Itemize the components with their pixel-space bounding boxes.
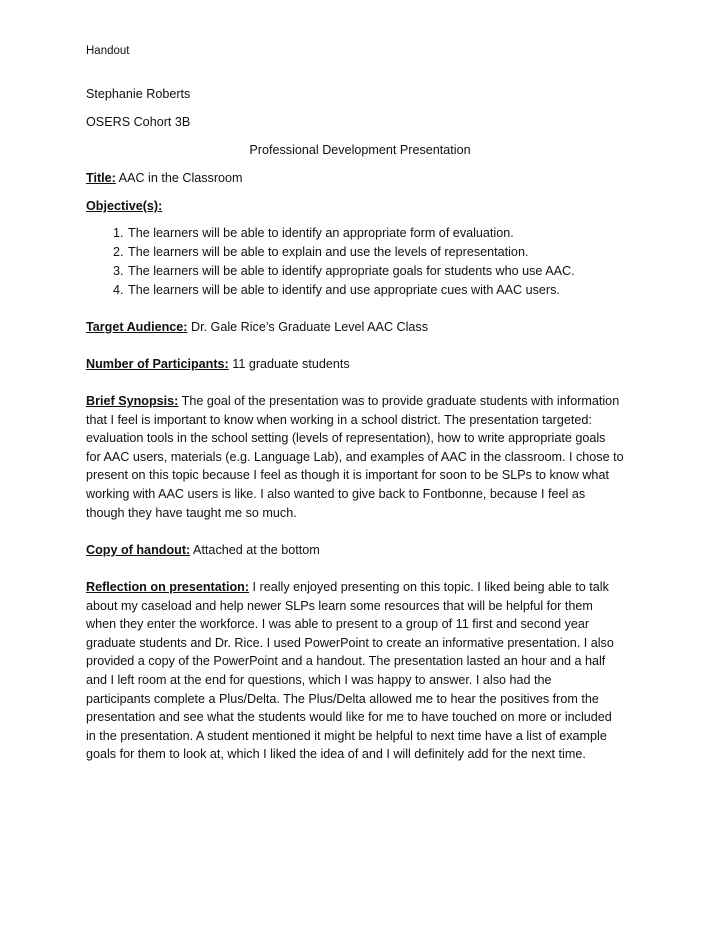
paragraph-line: provided a copy of the PowerPoint and a handout. The presentation lasted an hour and a half <box>86 654 606 669</box>
reflection-paragraph <box>86 578 648 764</box>
objectives-list <box>86 224 575 300</box>
participants-row <box>86 355 350 374</box>
title-value: AAC in the Classroom <box>115 171 243 185</box>
handout-value: Attached at the bottom <box>190 543 320 557</box>
paragraph-line <box>86 578 648 597</box>
title-row <box>86 169 243 188</box>
reflection-label: Reflection on presentation: <box>86 580 250 594</box>
list-item: 2. The learners will be able to explain and use the levels of representation. <box>127 243 575 262</box>
paragraph-line: for AAC users, materials (e.g. Language Lab), and examples of AAC in the classroom. I chose to <box>86 449 624 464</box>
header-label: Handout <box>86 45 130 57</box>
paragraph-line: evaluation tools in the school setting (levels of representation), how to write appropriate goals <box>86 431 606 446</box>
synopsis-text: The goal of the presentation was to provide graduate students with information <box>178 394 620 408</box>
list-item: 1. The learners will be able to identify an appropriate form of evaluation. <box>127 224 575 243</box>
objectives-label: Objective(s): <box>86 199 163 213</box>
document-title: Professional Development Presentation <box>249 143 471 157</box>
paragraph-line <box>86 392 648 411</box>
paragraph-line: that I feel is important to know when working in a school district. The presentation targeted: <box>86 412 592 427</box>
paragraph-line: present on this topic because I feel as though it is important for soon to be SLPs to know what <box>86 468 609 483</box>
participants-value: 11 graduate students <box>228 357 350 371</box>
paragraph-line: graduate students and Dr. Rice. I used PowerPoint to create an informative presentation. I also <box>86 635 614 650</box>
paragraph-line: participants complete a Plus/Delta. The Plus/Delta allowed me to hear the positives from the <box>86 691 599 706</box>
handout-label: Copy of handout: <box>86 543 191 557</box>
paragraph-line: when they enter the workforce. I was able to present to a group of 11 first and second year <box>86 617 590 632</box>
paragraph-line: goals for them to look at, which I liked the idea of and I will definitely add for the next time. <box>86 747 586 762</box>
paragraph-line: about my caseload and help newer SLPs learn some resources that will be helpful for them <box>86 598 593 613</box>
audience-value: Dr. Gale Rice’s Graduate Level AAC Class <box>187 320 429 334</box>
paragraph-line: presentation and see what the students would like for me to have touched on more or included <box>86 710 612 725</box>
list-item: 3. The learners will be able to identify appropriate goals for students who use AAC. <box>127 262 575 281</box>
paragraph-line: though they have taught me so much. <box>86 505 297 520</box>
audience-row <box>86 318 428 337</box>
objectives-heading <box>86 197 162 216</box>
participants-label: Number of Participants: <box>86 357 229 371</box>
cohort: OSERS Cohort 3B <box>86 115 191 129</box>
synopsis-label: Brief Synopsis: <box>86 394 179 408</box>
audience-label: Target Audience: <box>86 320 188 334</box>
author-name: Stephanie Roberts <box>86 87 191 101</box>
synopsis-paragraph <box>86 392 648 522</box>
title-label: Title: <box>86 171 116 185</box>
paragraph-line: and I left room at the end for questions, which I was happy to answer. I also had the <box>86 672 552 687</box>
list-item: 4. The learners will be able to identify and use appropriate cues with AAC users. <box>127 281 575 300</box>
paragraph-line: in the presentation. A student mentioned it might be helpful to next time have a list of example <box>86 728 607 743</box>
reflection-text: I really enjoyed presenting on this topic. I liked being able to talk <box>249 580 609 594</box>
paragraph-line: working with AAC users is like. I also wanted to give back to Fontbonne, because I feel as <box>86 486 586 501</box>
handout-row <box>86 541 320 560</box>
